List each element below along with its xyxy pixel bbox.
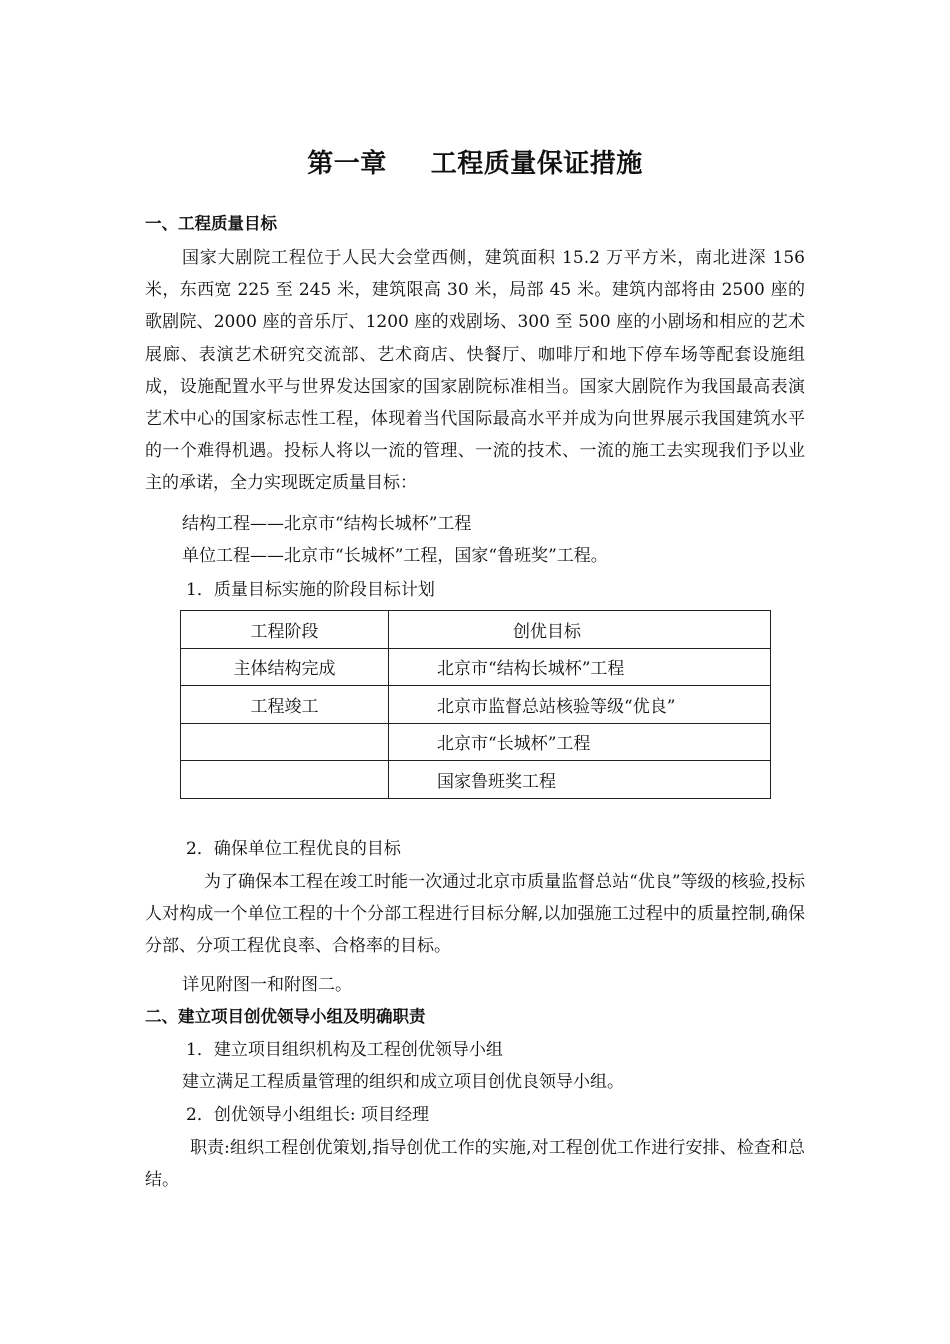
subheading-leader: 2．创优领导小组组长: 项目经理 (186, 1105, 429, 1125)
subheading-unit-goal: 2．确保单位工程优良的目标 (186, 839, 401, 859)
goal-structure: 结构工程——北京市“结构长城杯”工程 (182, 514, 472, 534)
unit-goal-paragraph: 为了确保本工程在竣工时能一次通过北京市质量监督总站“优良”等级的核验,投标人对构成一个单位工程的十个分部工程进行目标分解,以加强施工过程中的质量控制,确保分部、分项工程优良率、合格率的目标。 (145, 872, 805, 957)
table-cell: 北京市“结构长城杯”工程 (389, 648, 771, 686)
chapter-name: 工程质量保证措施 (430, 149, 643, 179)
organization-text: 建立满足工程质量管理的组织和成立项目创优良领导小组。 (182, 1072, 624, 1092)
table-row (181, 761, 771, 799)
section-heading-2: 二、建立项目创优领导小组及明确职责 (145, 1007, 426, 1026)
table-cell (181, 761, 389, 799)
table-cell: 主体结构完成 (181, 648, 389, 686)
see-appendix-note: 详见附图一和附图二。 (182, 975, 352, 995)
stage-goals-table (180, 610, 771, 799)
goal-unit: 单位工程——北京市“长城杯”工程，国家“鲁班奖”工程。 (182, 546, 608, 566)
table-cell: 北京市“长城杯”工程 (389, 723, 771, 761)
table-row (181, 648, 771, 686)
table-row (181, 686, 771, 724)
table-cell: 北京市监督总站核验等级“优良” (389, 686, 771, 724)
table-row (181, 723, 771, 761)
leader-duties-paragraph: 职责:组织工程创优策划,指导创优工作的实施,对工程创优工作进行安排、检查和总结。 (145, 1138, 805, 1191)
subheading-organization: 1．建立项目组织机构及工程创优领导小组 (186, 1040, 503, 1060)
chapter-number: 第一章 (307, 149, 387, 179)
section-heading-1: 一、工程质量目标 (145, 214, 277, 233)
intro-paragraph: 国家大剧院工程位于人民大会堂西侧，建筑面积 15.2 万平方米，南北进深 156 米，东西宽 225 至 245 米，建筑限高 30 米，局部 45 米。建筑内部将由 2500 座的歌剧院、2000 座的音乐厅、1200 座的戏剧场、300 至 500 座的小剧场和相应的艺术展廊、表演艺术研究交流部、艺术商店、快餐厅、咖啡厅和地下停车场等配套设施组成，设施配置水平与世界发达国家的国家剧院标准相当。国家大剧院作为我国最高表演艺术中心的国家标志性工程，体现着当代国际最高水平并成为向世界展示我国建筑水平的一个难得机遇。投标人将以一流的管理、一流的技术、一流的施工去实现我们予以业主的承诺，全力实现既定质量目标： (145, 248, 805, 494)
table-cell: 国家鲁班奖工程 (389, 761, 771, 799)
table-header-row (181, 611, 771, 649)
table-cell: 工程竣工 (181, 686, 389, 724)
chapter-title (0, 144, 950, 184)
header-cell-stage: 工程阶段 (181, 611, 389, 649)
subheading-stage-plan: 1．质量目标实施的阶段目标计划 (186, 580, 435, 600)
table-cell (181, 723, 389, 761)
header-cell-goal: 创优目标 (389, 611, 771, 649)
